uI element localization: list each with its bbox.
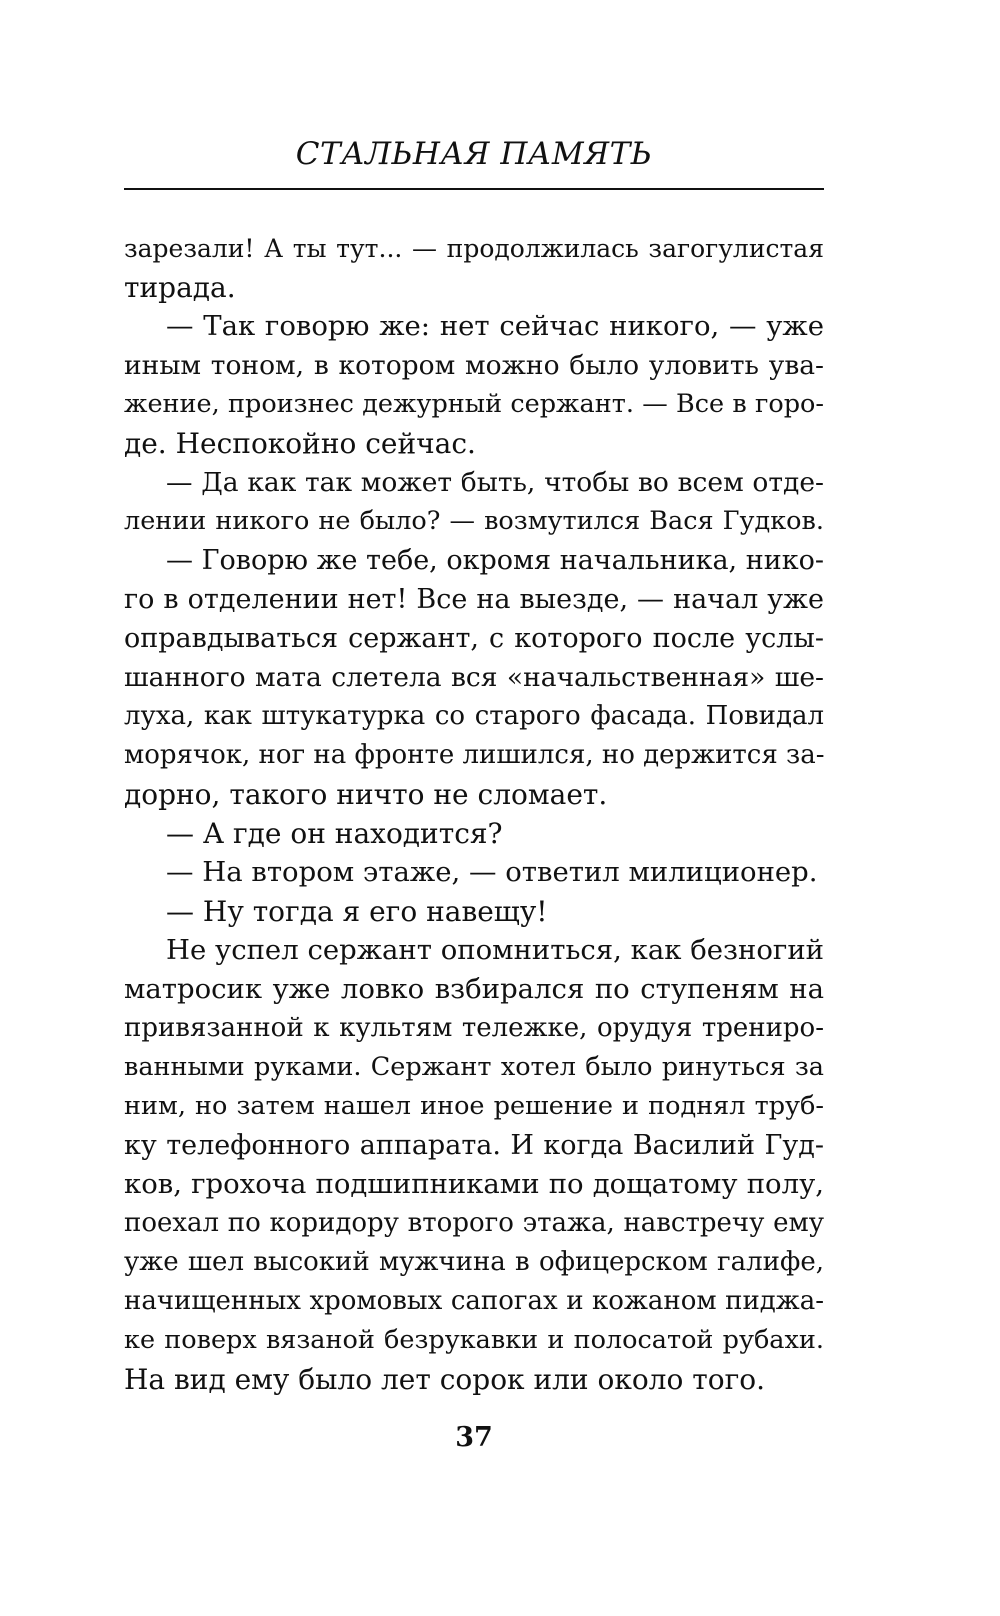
text-line: — На втором этаже, — ответил милиционер. <box>166 856 818 888</box>
text-line: дорно, такого ничто не сломает. <box>124 778 608 811</box>
text-line: — Говорю же тебе, окромя начальника, нико- <box>166 545 824 576</box>
text-line: ков, грохоча подшипниками по дощатому полу, <box>124 1168 824 1200</box>
text-line: шанного мата слетела вся «начальственная» ше- <box>124 662 824 693</box>
text-line: начищенных хромовых сапогах и кожаном пиджа- <box>124 1286 824 1316</box>
text-line: ванными руками. Сержант хотел было ринуться за <box>124 1052 824 1082</box>
text-line: жение, произнес дежурный сержант. — Все в горо- <box>124 389 824 419</box>
text-line: луха, как штукатурка со старого фасада. Повидал <box>124 701 824 731</box>
text-line: — Ну тогда я его навещу! <box>166 895 548 928</box>
text-line: — Да как так может быть, чтобы во всем отде- <box>166 467 824 498</box>
text-line: поехал по коридору второго этажа, навстречу ему <box>124 1208 824 1238</box>
text-line: матросик уже ловко взбирался по ступеням на <box>124 973 824 1005</box>
text-line: привязанной к культям тележке, орудуя трениро- <box>124 1013 824 1043</box>
text-line: ку телефонного аппарата. И когда Василий Гуд- <box>124 1130 824 1161</box>
text-line: — Так говорю же: нет сейчас никого, — уже <box>166 310 824 342</box>
text-line: лении никого не было? — возмутился Вася Гудков. <box>124 506 824 536</box>
header-rule <box>124 188 824 190</box>
text-line: оправдываться сержант, с которого после услы- <box>124 623 824 654</box>
text-line: де. Неспокойно сейчас. <box>124 427 476 460</box>
body-text <box>124 229 824 1399</box>
text-line: ним, но затем нашел иное решение и поднял труб- <box>124 1091 824 1121</box>
text-line: На вид ему было лет сорок или около того. <box>124 1363 766 1396</box>
text-line: го в отделении нет! Все на выезде, — начал уже <box>124 584 824 615</box>
text-line: морячок, ног на фронте лишился, но держится за- <box>124 740 824 770</box>
text-line: — А где он находится? <box>166 817 503 850</box>
text-line: зарезали! А ты тут... — продолжилась загогулистая <box>124 234 824 263</box>
running-title: СТАЛЬНАЯ ПАМЯТЬ <box>295 136 653 172</box>
text-line: уже шел высокий мужчина в офицерском галифе, <box>124 1247 824 1277</box>
page-number: 37 <box>455 1422 493 1453</box>
text-line: Не успел сержант опомниться, как безногий <box>166 934 824 966</box>
text-line: иным тоном, в котором можно было уловить ува- <box>124 350 824 381</box>
text-line: ке поверх вязаной безрукавки и полосатой рубахи. <box>124 1325 824 1355</box>
text-line: тирада. <box>124 271 236 304</box>
